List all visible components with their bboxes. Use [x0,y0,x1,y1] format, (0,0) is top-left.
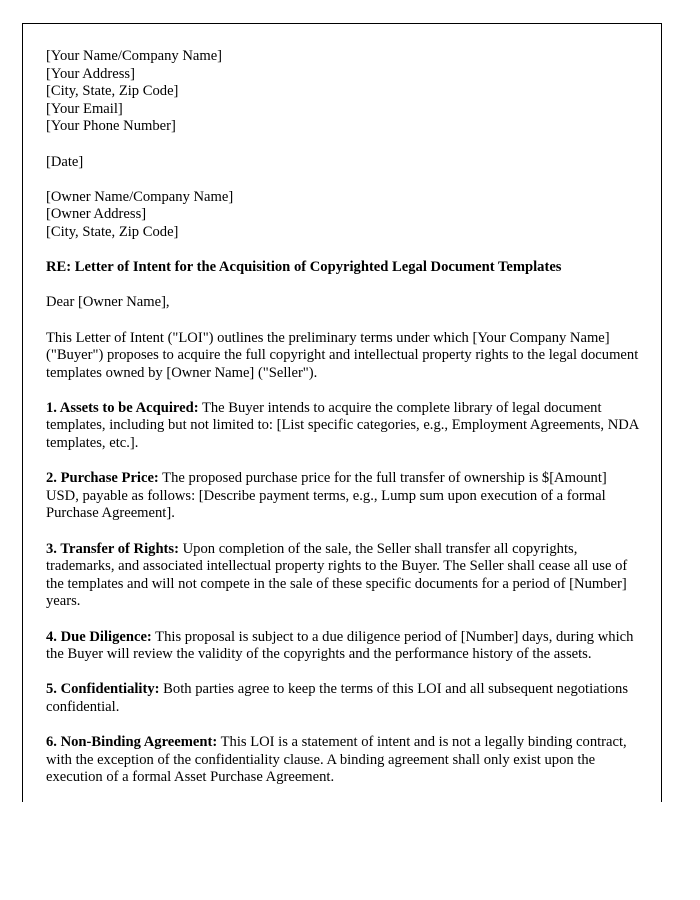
spacer [46,611,640,629]
clause-2-body: The proposed purchase price for the full transfer of ownership is $[Amount] USD, payable as follows: [Describe payment terms, e.g., Lump sum upon execution of a formal Purchase Agreement]. [46,470,607,522]
spacer [46,171,640,189]
document-page [22,23,662,802]
spacer [46,312,640,330]
sender-address-line: [Your Phone Number] [46,118,176,135]
recipient-address-line: [City, State, Zip Code] [46,223,179,240]
sender-address-line: [Your Address] [46,65,135,82]
spacer [46,523,640,541]
spacer [46,242,640,260]
sender-address-line: [City, State, Zip Code] [46,83,179,100]
intro-paragraph: This Letter of Intent ("LOI") outlines the preliminary terms under which [Your Company Name] ("Buyer") proposes to acquire the full copyright and intellectual property rights to the legal document templates owned by [Owner Name] ("Seller"). [46,329,639,381]
recipient-address-line: [Owner Address] [46,206,147,223]
spacer [46,277,640,295]
clause-1-heading: 1. Assets to be Acquired: [46,399,199,416]
clause-1-body: The Buyer intends to acquire the complete library of legal document templates, including but not limited to: [List specific categories, e.g., Employment Agreements, NDA templates, etc.]. [46,399,639,452]
clause-5 [46,681,640,716]
sender-address-line: [Your Email] [46,100,123,117]
spacer [46,453,640,471]
clause-5-heading: 5. Confidentiality: [46,681,160,698]
spacer [46,382,640,400]
clause-4 [46,629,640,664]
clause-2 [46,470,640,523]
date-line: [Date] [46,153,84,170]
clause-3 [46,541,640,611]
clause-5-body: Both parties agree to keep the terms of this LOI and all subsequent negotiations confidential. [46,681,629,715]
recipient-address-line: [Owner Name/Company Name] [46,188,234,205]
clause-3-heading: 3. Transfer of Rights: [46,540,179,557]
clause-6-heading: 6. Non-Binding Agreement: [46,734,218,751]
clause-6 [46,734,640,787]
spacer [46,717,640,735]
clause-4-heading: 4. Due Diligence: [46,628,152,645]
spacer [46,136,640,154]
clause-3-body: Upon completion of the sale, the Seller shall transfer all copyrights, trademarks, and associated intellectual property rights to the Buyer. The Seller shall cease all use of the templates and will not compete in the sale of these specific documents for a period of [Number] years. [46,540,628,610]
subject-line: RE: Letter of Intent for the Acquisition of Copyrighted Legal Document Templates [46,259,562,276]
salutation: Dear [Owner Name], [46,294,170,311]
sender-address-line: [Your Name/Company Name] [46,48,223,64]
clause-2-heading: 2. Purchase Price: [46,470,159,487]
recipient-address-block [46,189,640,242]
document-body [46,48,640,787]
clause-4-body: This proposal is subject to a due diligence period of [Number] days, during which the Buyer will review the validity of the copyrights and the performance history of the assets. [46,628,634,663]
clause-1 [46,400,640,453]
spacer [46,664,640,682]
clause-6-body: This LOI is a statement of intent and is not a legally binding contract, with the exception of the confidentiality clause. A binding agreement shall only exist upon the execution of a formal Asset Purchase Agreement. [46,734,627,786]
sender-address-block [46,48,640,136]
